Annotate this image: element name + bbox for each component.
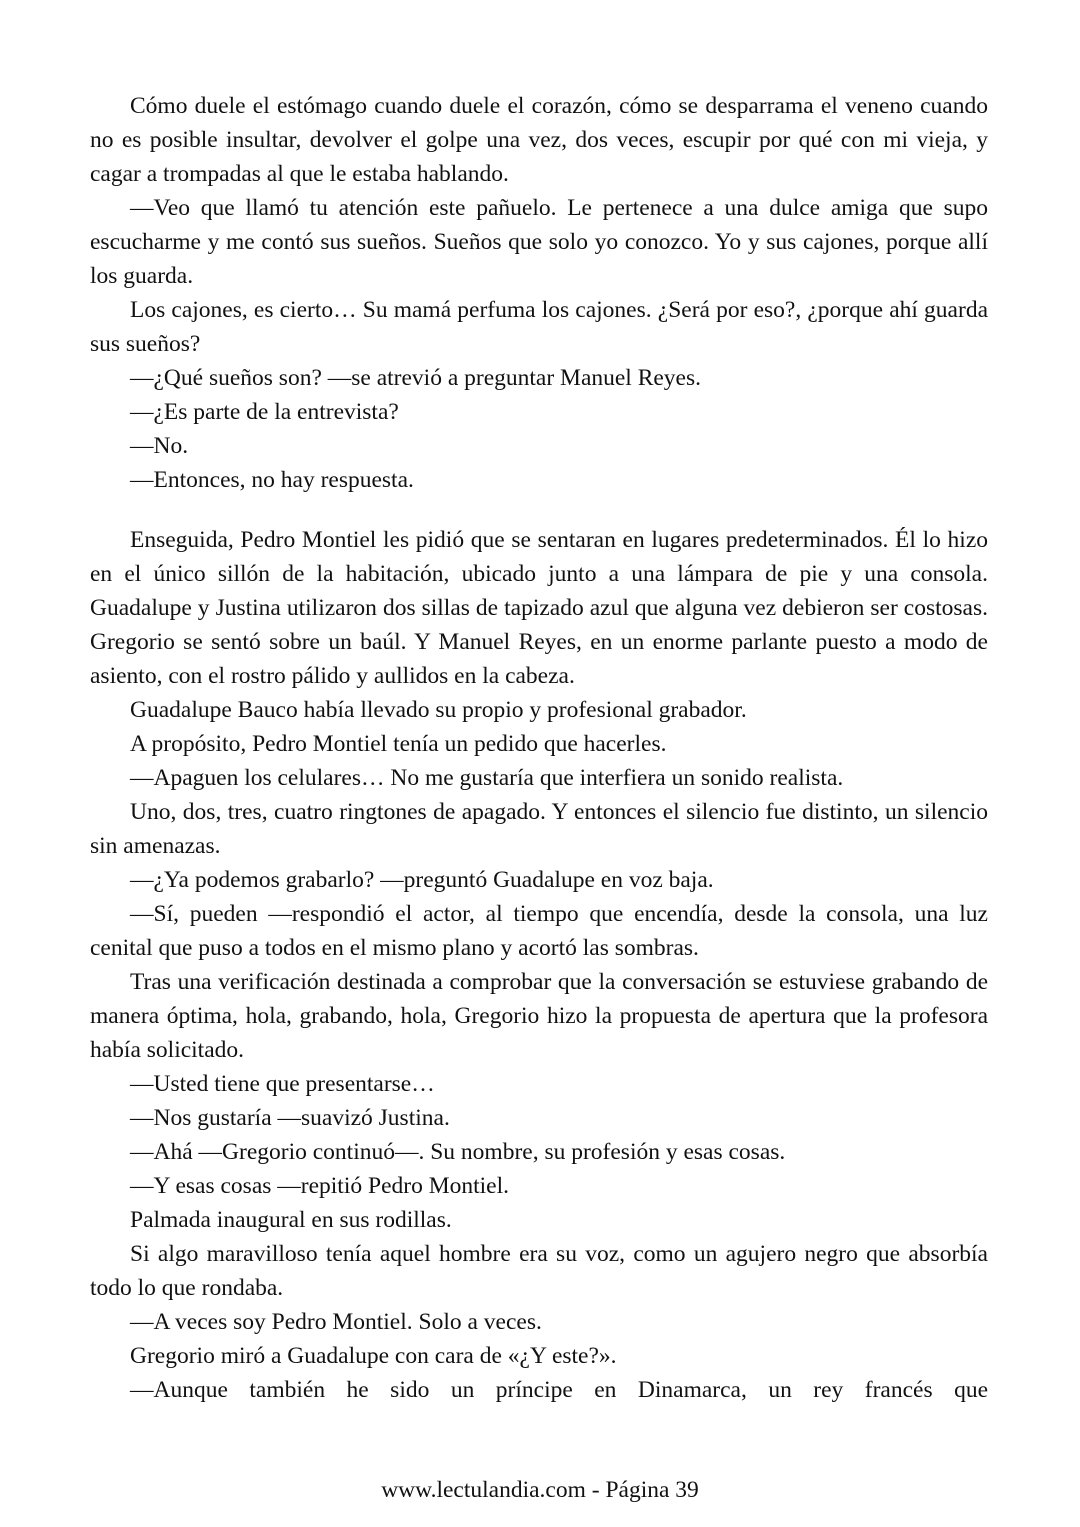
body-text (90, 89, 988, 1407)
paragraph: Tras una verificación destinada a comprobar que la conversación se estuviese grabando de manera óptima, hola, grabando, hola, Gregorio hizo la propuesta de apertura que la profesora había solicitado. (90, 968, 988, 1063)
paragraph: —¿Es parte de la entrevista? (130, 399, 399, 425)
paragraph: —¿Ya podemos grabarlo? —preguntó Guadalupe en voz baja. (130, 866, 714, 893)
paragraph: —Sí, pueden —respondió el actor, al tiempo que encendía, desde la consola, una luz cenital que puso a todos en el mismo plano y acortó las sombras. (90, 900, 988, 961)
paragraph: —Ahá —Gregorio continuó—. Su nombre, su profesión y esas cosas. (130, 1138, 786, 1165)
paragraph: Cómo duele el estómago cuando duele el corazón, cómo se desparrama el veneno cuando no es posible insultar, devolver el golpe una vez, dos veces, escupir por qué con mi vieja, y cagar a trompadas al que le estaba hablando. (90, 93, 988, 187)
paragraph: A propósito, Pedro Montiel tenía un pedido que hacerles. (130, 730, 667, 757)
page-footer: www.lectulandia.com - Página 39 (381, 1477, 699, 1503)
paragraph-continued: —Aunque también he sido un príncipe en Dinamarca, un rey francés que (130, 1376, 988, 1403)
paragraph: —Y esas cosas —repitió Pedro Montiel. (130, 1172, 509, 1199)
paragraph: —Apaguen los celulares… No me gustaría que interfiera un sonido realista. (130, 764, 844, 791)
paragraph: —No. (130, 433, 189, 459)
paragraph: Palmada inaugural en sus rodillas. (130, 1206, 452, 1233)
paragraph: Uno, dos, tres, cuatro ringtones de apagado. Y entonces el silencio fue distinto, un silencio sin amenazas. (90, 798, 988, 859)
scene-break (90, 497, 988, 523)
paragraph: —A veces soy Pedro Montiel. Solo a veces. (130, 1308, 542, 1335)
paragraph: Si algo maravilloso tenía aquel hombre era su voz, como un agujero negro que absorbía todo lo que rondaba. (90, 1240, 988, 1301)
paragraph: Gregorio miró a Guadalupe con cara de «¿Y este?». (130, 1342, 617, 1369)
paragraph: —Veo que llamó tu atención este pañuelo. Le pertenece a una dulce amiga que supo escucharme y me contó sus sueños. Sueños que solo yo conozco. Yo y sus cajones, porque allí los guarda. (90, 195, 988, 289)
paragraph: —Nos gustaría —suavizó Justina. (130, 1104, 450, 1131)
paragraph: —Entonces, no hay respuesta. (130, 467, 414, 493)
paragraph: Los cajones, es cierto… Su mamá perfuma los cajones. ¿Será por eso?, ¿porque ahí guarda sus sueños? (90, 297, 988, 357)
paragraph: —Usted tiene que presentarse… (130, 1070, 435, 1097)
paragraph: —¿Qué sueños son? —se atrevió a preguntar Manuel Reyes. (130, 365, 702, 391)
paragraph: Guadalupe Bauco había llevado su propio y profesional grabador. (130, 696, 747, 723)
paragraph: Enseguida, Pedro Montiel les pidió que se sentaran en lugares predeterminados. Él lo hizo en el único sillón de la habitación, ubicado junto a una lámpara de pie y una consola. Guadalupe y Justina utilizaron dos sillas de tapizado azul que alguna vez debieron ser costosas. Gregorio se sentó sobre un baúl. Y Manuel Reyes, en un enorme parlante puesto a modo de asiento, con el rostro pálido y aullidos en la cabeza. (90, 526, 988, 689)
